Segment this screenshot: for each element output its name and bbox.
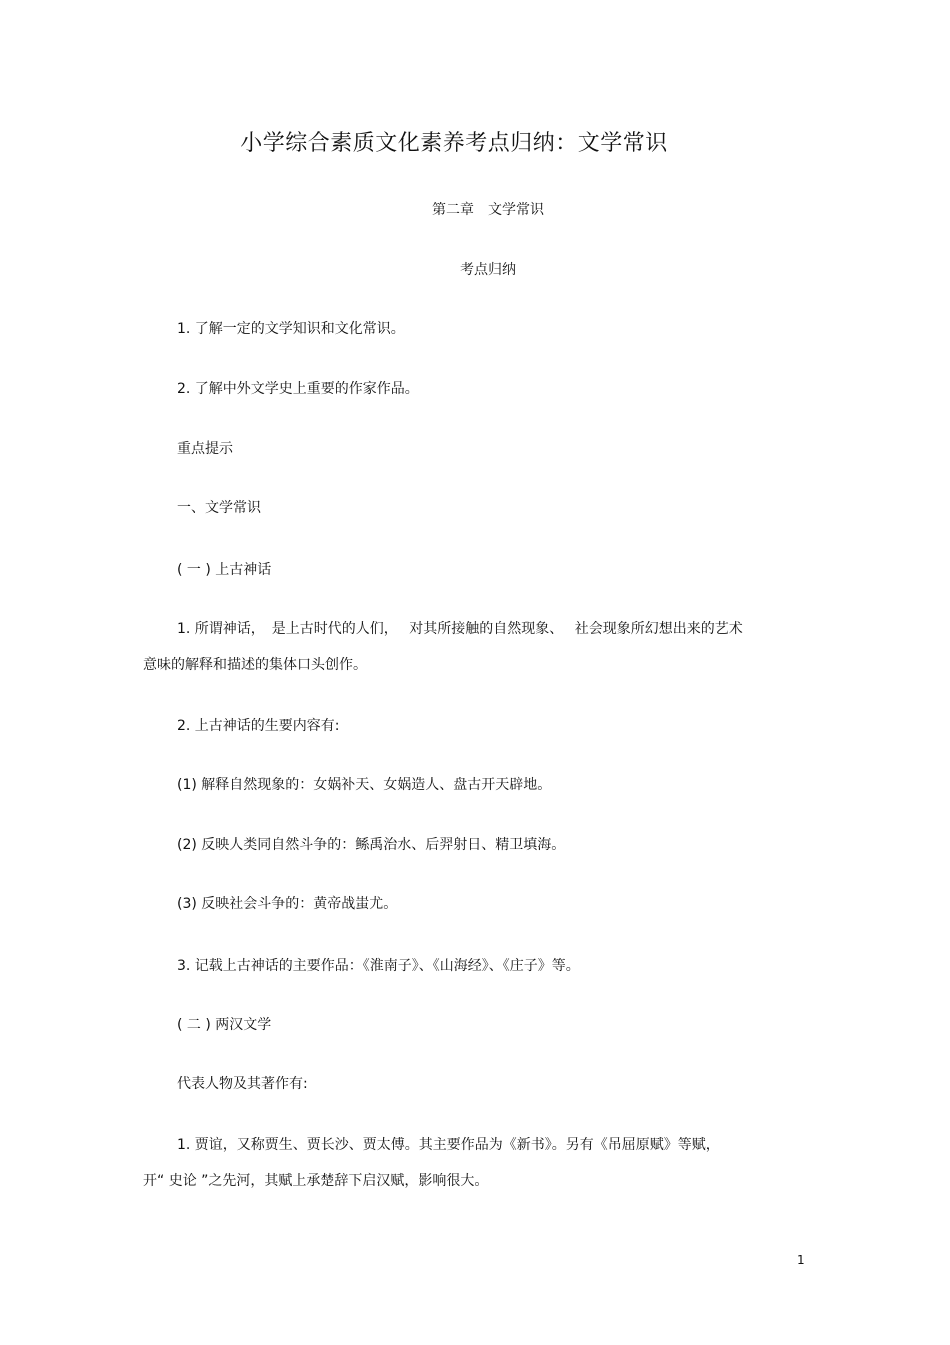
literature-heading: 一、文学常识 [177, 500, 261, 516]
objective-1: 1. 了解一定的文学知识和文化常识。 [177, 321, 405, 337]
han-literature-heading: ( 二 ) 两汉文学 [177, 1017, 272, 1033]
representatives-heading: 代表人物及其著作有: [177, 1076, 308, 1092]
myth-content-2: (2) 反映人类同自然斗争的：鲧禹治水、后羿射日、精卫填海。 [177, 837, 566, 853]
jia-yi-line-2: 开“ 史论 ”之先河，其赋上承楚辞下启汉赋，影响很大。 [143, 1173, 489, 1189]
section-heading: 考点归纳 [460, 262, 516, 278]
page-number: 1 [797, 1253, 805, 1267]
jia-yi-line-1: 1. 贾谊，又称贾生、贾长沙、贾太傅。其主要作品为《新书》。另有《吊屈原赋》等赋， [177, 1137, 720, 1153]
myth-definition-line-2: 意味的解释和描述的集体口头创作。 [143, 657, 367, 673]
myth-works: 3. 记载上古神话的主要作品：《淮南子》、《山海经》、《庄子》等。 [177, 958, 580, 974]
chapter-heading: 第二章 文学常识 [432, 202, 544, 218]
key-points-heading: 重点提示 [177, 441, 233, 457]
myth-content-heading: 2. 上古神话的生要内容有: [177, 718, 340, 734]
ancient-myth-heading: ( 一 ) 上古神话 [177, 562, 272, 578]
myth-content-1: (1) 解释自然现象的：女娲补天、女娲造人、盘古开天辟地。 [177, 777, 552, 793]
myth-content-3: (3) 反映社会斗争的：黄帝战蚩尤。 [177, 896, 398, 912]
document-title: 小学综合素质文化素养考点归纳：文学常识 [240, 131, 668, 156]
objective-2: 2. 了解中外文学史上重要的作家作品。 [177, 381, 419, 397]
myth-definition-line-1: 1. 所谓神话， 是上古时代的人们， 对其所接触的自然现象、 社会现象所幻想出来的艺术 [177, 621, 743, 637]
